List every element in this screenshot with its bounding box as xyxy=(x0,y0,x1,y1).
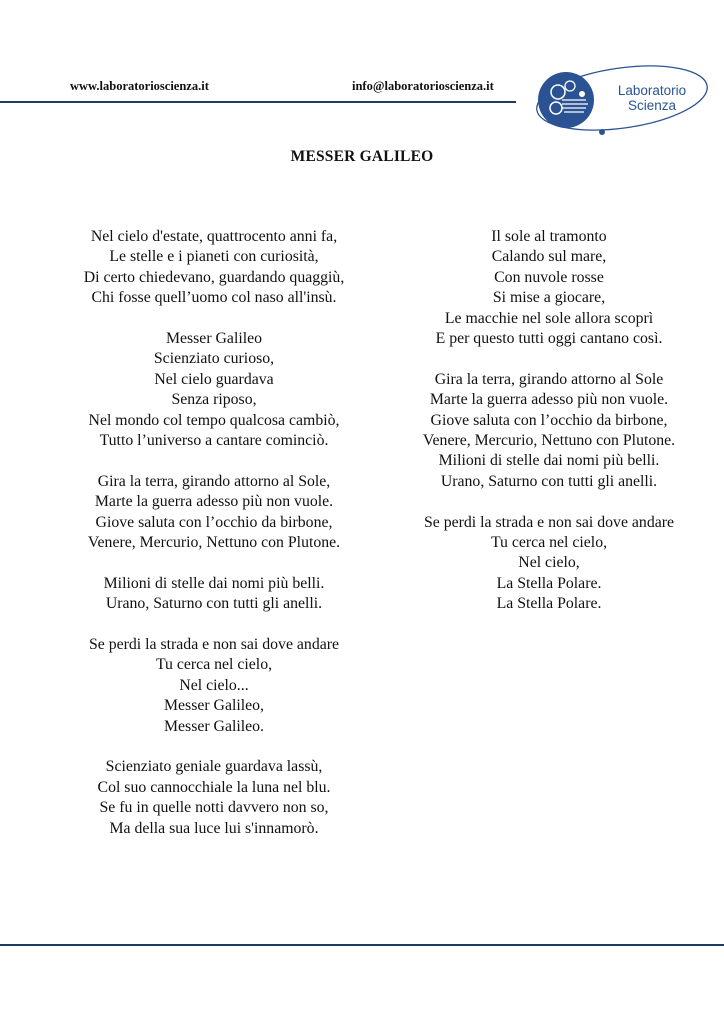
verse-line: Gira la terra, girando attorno al Sole xyxy=(434,370,664,388)
verse-line: Giove saluta con l’occhio da birbone, xyxy=(430,411,668,429)
stanza xyxy=(390,513,708,615)
verse-line: La Stella Polare. xyxy=(496,595,602,613)
verse-line: Giove saluta con l’occhio da birbone, xyxy=(95,513,333,531)
verse-line: Messer Galileo. xyxy=(163,717,265,735)
verse-line: Di certo chiedevano, guardando quaggiù, xyxy=(83,268,345,286)
verse-line: Si mise a giocare, xyxy=(492,289,606,307)
verse-line: Marte la guerra adesso più non vuole. xyxy=(429,391,669,409)
verse-line: Ma della sua luce lui s'innamorò. xyxy=(109,819,319,837)
verse-line: Tu cerca nel cielo, xyxy=(155,656,273,674)
verse-line: Calando sul mare, xyxy=(491,248,607,266)
footer-divider xyxy=(0,944,724,946)
verse-line: Nel cielo guardava xyxy=(154,370,274,388)
verse-line: Urano, Saturno con tutti gli anelli. xyxy=(440,472,658,490)
stanza xyxy=(54,472,374,554)
logo-text-scienza: Scienza xyxy=(627,98,677,113)
verse-line: Il sole al tramonto xyxy=(491,228,607,245)
stanza xyxy=(390,227,708,349)
verse-line: Milioni di stelle dai nomi più belli. xyxy=(103,574,325,592)
stanza xyxy=(390,370,708,492)
verse-line: Venere, Mercurio, Nettuno con Plutone. xyxy=(422,432,676,450)
verse-line: Venere, Mercurio, Nettuno con Plutone. xyxy=(87,534,341,552)
header-divider xyxy=(0,101,516,103)
stanza xyxy=(54,574,374,615)
verse-line: Gira la terra, girando attorno al Sole, xyxy=(97,472,331,490)
verse-line: Nel cielo d'estate, quattrocento anni fa, xyxy=(90,228,338,245)
verse-line: La Stella Polare. xyxy=(496,574,602,592)
verse-line: Messer Galileo xyxy=(165,330,263,348)
verse-line: Milioni di stelle dai nomi più belli. xyxy=(438,452,660,470)
verse-line: Tutto l’universo a cantare cominciò. xyxy=(99,432,329,450)
poem-right-column xyxy=(390,227,708,635)
verse-line: Se perdi la strada e non sai dove andare xyxy=(88,636,340,654)
stanza xyxy=(54,757,374,839)
verse-line: Col suo cannocchiale la luna nel blu. xyxy=(97,778,331,796)
verse-line: Le macchie nel sole allora scoprì xyxy=(444,309,654,327)
verse-line: Chi fosse quell’uomo col naso all'insù. xyxy=(91,289,337,307)
verse-line: Tu cerca nel cielo, xyxy=(490,534,608,552)
verse-line: Nel cielo... xyxy=(179,676,249,694)
stanza xyxy=(54,635,374,737)
verse-line: Messer Galileo, xyxy=(163,697,265,715)
verse-line: E per questo tutti oggi cantano così. xyxy=(435,330,663,348)
stanza xyxy=(54,329,374,451)
verse-line: Se fu in quelle notti davvero non so, xyxy=(99,799,329,817)
verse-line: Se perdi la strada e non sai dove andare xyxy=(423,513,675,531)
verse-line: Con nuvole rosse xyxy=(494,268,604,286)
verse-line: Senza riposo, xyxy=(171,391,257,409)
verse-line: Scienziato geniale guardava lassù, xyxy=(105,758,323,776)
website-link[interactable]: www.laboratorioscienza.it xyxy=(70,79,209,93)
verse-line: Nel cielo, xyxy=(518,554,580,572)
poem-title: MESSER GALILEO xyxy=(290,148,434,165)
verse-line: Urano, Saturno con tutti gli anelli. xyxy=(105,595,323,613)
verse-line: Scienziato curioso, xyxy=(153,350,275,368)
poem-left-column xyxy=(54,227,374,860)
email-link[interactable]: info@laboratorioscienza.it xyxy=(352,79,494,93)
verse-line: Marte la guerra adesso più non vuole. xyxy=(94,493,334,511)
logo-text-laboratorio: Laboratorio xyxy=(617,83,687,98)
verse-line: Nel mondo col tempo qualcosa cambiò, xyxy=(88,411,340,429)
stanza xyxy=(54,227,374,309)
verse-line: Le stelle e i pianeti con curiosità, xyxy=(109,248,319,266)
